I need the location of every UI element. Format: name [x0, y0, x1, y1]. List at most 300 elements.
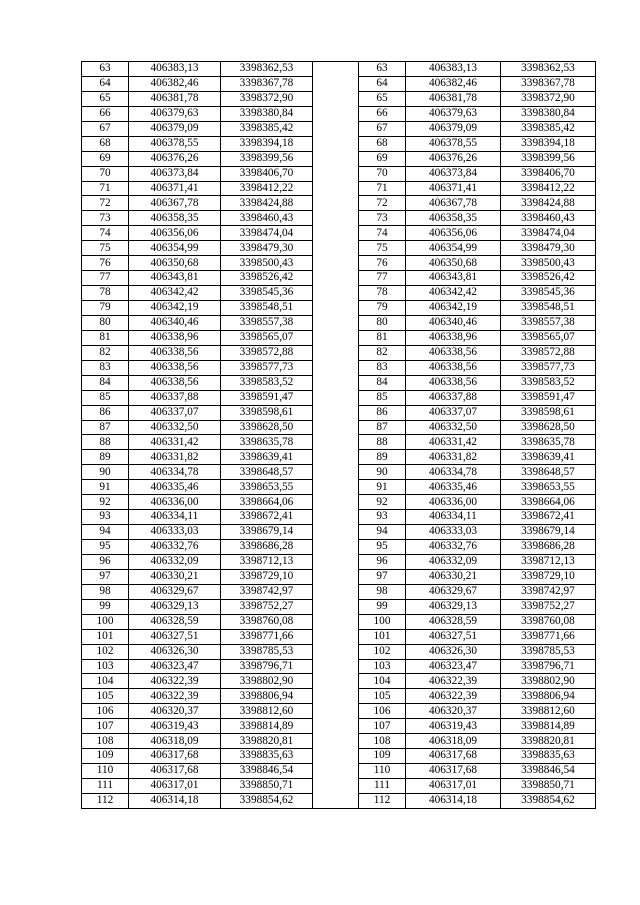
left-x-coordinate-cell: 406330,21 — [129, 569, 221, 584]
column-gap-cell — [313, 91, 359, 106]
right-y-coordinate-cell: 3398500,43 — [501, 256, 596, 271]
table-row — [82, 315, 596, 330]
right-x-coordinate-cell: 406379,09 — [406, 121, 501, 136]
left-point-number-cell: 72 — [82, 196, 129, 211]
left-y-coordinate-cell: 3398635,78 — [221, 435, 313, 450]
left-x-coordinate-cell: 406382,46 — [129, 76, 221, 91]
table-row — [82, 584, 596, 599]
right-y-coordinate-cell: 3398424,88 — [501, 196, 596, 211]
right-y-coordinate-cell: 3398802,90 — [501, 674, 596, 689]
table-row — [82, 525, 596, 540]
right-y-coordinate-cell: 3398557,38 — [501, 315, 596, 330]
left-point-number-cell: 73 — [82, 211, 129, 226]
column-gap-cell — [313, 420, 359, 435]
right-x-coordinate-cell: 406381,78 — [406, 91, 501, 106]
right-point-number-cell: 105 — [359, 689, 406, 704]
right-y-coordinate-cell: 3398399,56 — [501, 151, 596, 166]
right-point-number-cell: 96 — [359, 554, 406, 569]
left-y-coordinate-cell: 3398577,73 — [221, 360, 313, 375]
left-point-number-cell: 79 — [82, 301, 129, 316]
table-row — [82, 330, 596, 345]
left-point-number-cell: 107 — [82, 719, 129, 734]
left-point-number-cell: 78 — [82, 286, 129, 301]
right-y-coordinate-cell: 3398679,14 — [501, 525, 596, 540]
left-y-coordinate-cell: 3398362,53 — [221, 62, 313, 77]
left-point-number-cell: 90 — [82, 465, 129, 480]
table-row — [82, 286, 596, 301]
table-row — [82, 390, 596, 405]
left-x-coordinate-cell: 406358,35 — [129, 211, 221, 226]
left-x-coordinate-cell: 406334,11 — [129, 510, 221, 525]
table-row — [82, 166, 596, 181]
left-x-coordinate-cell: 406327,51 — [129, 629, 221, 644]
right-x-coordinate-cell: 406328,59 — [406, 614, 501, 629]
table-row — [82, 480, 596, 495]
left-point-number-cell: 80 — [82, 315, 129, 330]
left-point-number-cell: 76 — [82, 256, 129, 271]
right-point-number-cell: 69 — [359, 151, 406, 166]
left-point-number-cell: 104 — [82, 674, 129, 689]
right-x-coordinate-cell: 406338,56 — [406, 360, 501, 375]
right-point-number-cell: 98 — [359, 584, 406, 599]
right-x-coordinate-cell: 406367,78 — [406, 196, 501, 211]
left-x-coordinate-cell: 406383,13 — [129, 62, 221, 77]
left-point-number-cell: 77 — [82, 271, 129, 286]
column-gap-cell — [313, 584, 359, 599]
table-row — [82, 76, 596, 91]
left-point-number-cell: 97 — [82, 569, 129, 584]
left-x-coordinate-cell: 406379,63 — [129, 106, 221, 121]
column-gap-cell — [313, 554, 359, 569]
column-gap-cell — [313, 599, 359, 614]
left-point-number-cell: 109 — [82, 749, 129, 764]
right-x-coordinate-cell: 406379,63 — [406, 106, 501, 121]
column-gap-cell — [313, 151, 359, 166]
left-y-coordinate-cell: 3398424,88 — [221, 196, 313, 211]
left-x-coordinate-cell: 406371,41 — [129, 181, 221, 196]
right-point-number-cell: 72 — [359, 196, 406, 211]
left-y-coordinate-cell: 3398412,22 — [221, 181, 313, 196]
right-y-coordinate-cell: 3398796,71 — [501, 659, 596, 674]
right-point-number-cell: 76 — [359, 256, 406, 271]
right-point-number-cell: 109 — [359, 749, 406, 764]
left-x-coordinate-cell: 406350,68 — [129, 256, 221, 271]
right-y-coordinate-cell: 3398820,81 — [501, 734, 596, 749]
coordinates-table-body — [82, 62, 596, 809]
left-point-number-cell: 87 — [82, 420, 129, 435]
table-row — [82, 719, 596, 734]
table-row — [82, 495, 596, 510]
right-point-number-cell: 74 — [359, 226, 406, 241]
right-x-coordinate-cell: 406329,67 — [406, 584, 501, 599]
left-point-number-cell: 92 — [82, 495, 129, 510]
column-gap-cell — [313, 734, 359, 749]
table-row — [82, 450, 596, 465]
left-x-coordinate-cell: 406338,56 — [129, 345, 221, 360]
column-gap-cell — [313, 644, 359, 659]
right-y-coordinate-cell: 3398372,90 — [501, 91, 596, 106]
column-gap-cell — [313, 450, 359, 465]
right-y-coordinate-cell: 3398854,62 — [501, 793, 596, 808]
left-x-coordinate-cell: 406338,56 — [129, 360, 221, 375]
table-row — [82, 599, 596, 614]
right-point-number-cell: 71 — [359, 181, 406, 196]
left-point-number-cell: 102 — [82, 644, 129, 659]
table-row — [82, 793, 596, 808]
left-y-coordinate-cell: 3398672,41 — [221, 510, 313, 525]
column-gap-cell — [313, 256, 359, 271]
right-y-coordinate-cell: 3398367,78 — [501, 76, 596, 91]
column-gap-cell — [313, 390, 359, 405]
right-x-coordinate-cell: 406332,76 — [406, 540, 501, 555]
right-x-coordinate-cell: 406343,81 — [406, 271, 501, 286]
left-x-coordinate-cell: 406335,46 — [129, 480, 221, 495]
right-x-coordinate-cell: 406336,00 — [406, 495, 501, 510]
left-x-coordinate-cell: 406340,46 — [129, 315, 221, 330]
table-row — [82, 301, 596, 316]
left-y-coordinate-cell: 3398406,70 — [221, 166, 313, 181]
left-x-coordinate-cell: 406319,43 — [129, 719, 221, 734]
right-y-coordinate-cell: 3398806,94 — [501, 689, 596, 704]
right-point-number-cell: 91 — [359, 480, 406, 495]
left-y-coordinate-cell: 3398500,43 — [221, 256, 313, 271]
right-point-number-cell: 111 — [359, 779, 406, 794]
right-point-number-cell: 79 — [359, 301, 406, 316]
right-x-coordinate-cell: 406354,99 — [406, 241, 501, 256]
right-point-number-cell: 80 — [359, 315, 406, 330]
table-row — [82, 435, 596, 450]
right-x-coordinate-cell: 406338,56 — [406, 345, 501, 360]
table-row — [82, 211, 596, 226]
left-point-number-cell: 83 — [82, 360, 129, 375]
column-gap-cell — [313, 793, 359, 808]
table-row — [82, 62, 596, 77]
column-gap-cell — [313, 315, 359, 330]
column-gap-cell — [313, 330, 359, 345]
right-y-coordinate-cell: 3398591,47 — [501, 390, 596, 405]
left-y-coordinate-cell: 3398653,55 — [221, 480, 313, 495]
right-x-coordinate-cell: 406319,43 — [406, 719, 501, 734]
right-x-coordinate-cell: 406337,88 — [406, 390, 501, 405]
left-y-coordinate-cell: 3398686,28 — [221, 540, 313, 555]
right-y-coordinate-cell: 3398814,89 — [501, 719, 596, 734]
left-x-coordinate-cell: 406332,50 — [129, 420, 221, 435]
left-y-coordinate-cell: 3398850,71 — [221, 779, 313, 794]
left-y-coordinate-cell: 3398802,90 — [221, 674, 313, 689]
table-row — [82, 196, 596, 211]
left-point-number-cell: 94 — [82, 525, 129, 540]
column-gap-cell — [313, 465, 359, 480]
table-row — [82, 734, 596, 749]
right-point-number-cell: 102 — [359, 644, 406, 659]
left-x-coordinate-cell: 406336,00 — [129, 495, 221, 510]
right-x-coordinate-cell: 406376,26 — [406, 151, 501, 166]
table-row — [82, 360, 596, 375]
left-y-coordinate-cell: 3398460,43 — [221, 211, 313, 226]
column-gap-cell — [313, 136, 359, 151]
column-gap-cell — [313, 495, 359, 510]
right-point-number-cell: 65 — [359, 91, 406, 106]
left-y-coordinate-cell: 3398639,41 — [221, 450, 313, 465]
table-row — [82, 106, 596, 121]
right-y-coordinate-cell: 3398545,36 — [501, 286, 596, 301]
left-y-coordinate-cell: 3398565,07 — [221, 330, 313, 345]
left-point-number-cell: 69 — [82, 151, 129, 166]
right-point-number-cell: 90 — [359, 465, 406, 480]
left-y-coordinate-cell: 3398583,52 — [221, 375, 313, 390]
left-y-coordinate-cell: 3398785,53 — [221, 644, 313, 659]
right-point-number-cell: 112 — [359, 793, 406, 808]
right-point-number-cell: 93 — [359, 510, 406, 525]
right-y-coordinate-cell: 3398760,08 — [501, 614, 596, 629]
right-x-coordinate-cell: 406331,82 — [406, 450, 501, 465]
left-x-coordinate-cell: 406332,76 — [129, 540, 221, 555]
right-x-coordinate-cell: 406338,56 — [406, 375, 501, 390]
right-x-coordinate-cell: 406358,35 — [406, 211, 501, 226]
column-gap-cell — [313, 241, 359, 256]
table-row — [82, 256, 596, 271]
right-x-coordinate-cell: 406356,06 — [406, 226, 501, 241]
right-x-coordinate-cell: 406317,68 — [406, 764, 501, 779]
left-point-number-cell: 67 — [82, 121, 129, 136]
right-y-coordinate-cell: 3398565,07 — [501, 330, 596, 345]
right-point-number-cell: 87 — [359, 420, 406, 435]
left-y-coordinate-cell: 3398385,42 — [221, 121, 313, 136]
table-row — [82, 465, 596, 480]
left-x-coordinate-cell: 406329,67 — [129, 584, 221, 599]
left-y-coordinate-cell: 3398729,10 — [221, 569, 313, 584]
right-point-number-cell: 101 — [359, 629, 406, 644]
column-gap-cell — [313, 779, 359, 794]
left-point-number-cell: 63 — [82, 62, 129, 77]
right-x-coordinate-cell: 406317,68 — [406, 749, 501, 764]
right-point-number-cell: 82 — [359, 345, 406, 360]
left-point-number-cell: 82 — [82, 345, 129, 360]
right-y-coordinate-cell: 3398598,61 — [501, 405, 596, 420]
right-y-coordinate-cell: 3398639,41 — [501, 450, 596, 465]
right-point-number-cell: 78 — [359, 286, 406, 301]
left-x-coordinate-cell: 406317,68 — [129, 764, 221, 779]
right-point-number-cell: 94 — [359, 525, 406, 540]
left-y-coordinate-cell: 3398548,51 — [221, 301, 313, 316]
column-gap-cell — [313, 375, 359, 390]
left-x-coordinate-cell: 406332,09 — [129, 554, 221, 569]
right-y-coordinate-cell: 3398771,66 — [501, 629, 596, 644]
left-x-coordinate-cell: 406314,18 — [129, 793, 221, 808]
right-y-coordinate-cell: 3398742,97 — [501, 584, 596, 599]
right-x-coordinate-cell: 406382,46 — [406, 76, 501, 91]
right-x-coordinate-cell: 406383,13 — [406, 62, 501, 77]
column-gap-cell — [313, 674, 359, 689]
column-gap-cell — [313, 181, 359, 196]
left-x-coordinate-cell: 406333,03 — [129, 525, 221, 540]
column-gap-cell — [313, 286, 359, 301]
right-point-number-cell: 104 — [359, 674, 406, 689]
left-x-coordinate-cell: 406342,42 — [129, 286, 221, 301]
right-x-coordinate-cell: 406373,84 — [406, 166, 501, 181]
column-gap-cell — [313, 749, 359, 764]
right-y-coordinate-cell: 3398380,84 — [501, 106, 596, 121]
left-point-number-cell: 65 — [82, 91, 129, 106]
column-gap-cell — [313, 106, 359, 121]
right-x-coordinate-cell: 406323,47 — [406, 659, 501, 674]
left-x-coordinate-cell: 406379,09 — [129, 121, 221, 136]
left-x-coordinate-cell: 406338,56 — [129, 375, 221, 390]
right-x-coordinate-cell: 406331,42 — [406, 435, 501, 450]
column-gap-cell — [313, 435, 359, 450]
right-x-coordinate-cell: 406320,37 — [406, 704, 501, 719]
left-point-number-cell: 100 — [82, 614, 129, 629]
right-x-coordinate-cell: 406329,13 — [406, 599, 501, 614]
table-row — [82, 375, 596, 390]
left-y-coordinate-cell: 3398572,88 — [221, 345, 313, 360]
right-y-coordinate-cell: 3398460,43 — [501, 211, 596, 226]
table-row — [82, 91, 596, 106]
left-y-coordinate-cell: 3398372,90 — [221, 91, 313, 106]
right-x-coordinate-cell: 406335,46 — [406, 480, 501, 495]
right-y-coordinate-cell: 3398672,41 — [501, 510, 596, 525]
left-point-number-cell: 88 — [82, 435, 129, 450]
column-gap-cell — [313, 196, 359, 211]
left-x-coordinate-cell: 406320,37 — [129, 704, 221, 719]
left-point-number-cell: 89 — [82, 450, 129, 465]
left-x-coordinate-cell: 406317,68 — [129, 749, 221, 764]
table-row — [82, 405, 596, 420]
left-x-coordinate-cell: 406317,01 — [129, 779, 221, 794]
left-y-coordinate-cell: 3398628,50 — [221, 420, 313, 435]
left-y-coordinate-cell: 3398806,94 — [221, 689, 313, 704]
right-point-number-cell: 85 — [359, 390, 406, 405]
right-y-coordinate-cell: 3398394,18 — [501, 136, 596, 151]
table-row — [82, 121, 596, 136]
left-point-number-cell: 71 — [82, 181, 129, 196]
right-x-coordinate-cell: 406342,42 — [406, 286, 501, 301]
right-point-number-cell: 100 — [359, 614, 406, 629]
left-x-coordinate-cell: 406328,59 — [129, 614, 221, 629]
right-point-number-cell: 84 — [359, 375, 406, 390]
column-gap-cell — [313, 704, 359, 719]
table-row — [82, 554, 596, 569]
right-point-number-cell: 97 — [359, 569, 406, 584]
left-x-coordinate-cell: 406326,30 — [129, 644, 221, 659]
right-point-number-cell: 86 — [359, 405, 406, 420]
right-y-coordinate-cell: 3398846,54 — [501, 764, 596, 779]
right-y-coordinate-cell: 3398577,73 — [501, 360, 596, 375]
column-gap-cell — [313, 629, 359, 644]
right-point-number-cell: 107 — [359, 719, 406, 734]
right-point-number-cell: 73 — [359, 211, 406, 226]
left-y-coordinate-cell: 3398752,27 — [221, 599, 313, 614]
column-gap-cell — [313, 345, 359, 360]
left-x-coordinate-cell: 406337,07 — [129, 405, 221, 420]
table-row — [82, 181, 596, 196]
left-point-number-cell: 84 — [82, 375, 129, 390]
right-y-coordinate-cell: 3398648,57 — [501, 465, 596, 480]
table-row — [82, 764, 596, 779]
left-point-number-cell: 101 — [82, 629, 129, 644]
right-y-coordinate-cell: 3398835,63 — [501, 749, 596, 764]
left-point-number-cell: 93 — [82, 510, 129, 525]
right-y-coordinate-cell: 3398572,88 — [501, 345, 596, 360]
left-x-coordinate-cell: 406354,99 — [129, 241, 221, 256]
left-x-coordinate-cell: 406334,78 — [129, 465, 221, 480]
left-y-coordinate-cell: 3398648,57 — [221, 465, 313, 480]
left-point-number-cell: 103 — [82, 659, 129, 674]
left-y-coordinate-cell: 3398854,62 — [221, 793, 313, 808]
left-y-coordinate-cell: 3398367,78 — [221, 76, 313, 91]
left-x-coordinate-cell: 406367,78 — [129, 196, 221, 211]
column-gap-cell — [313, 226, 359, 241]
right-y-coordinate-cell: 3398712,13 — [501, 554, 596, 569]
table-row — [82, 779, 596, 794]
right-point-number-cell: 106 — [359, 704, 406, 719]
table-row — [82, 644, 596, 659]
left-y-coordinate-cell: 3398771,66 — [221, 629, 313, 644]
left-point-number-cell: 68 — [82, 136, 129, 151]
left-y-coordinate-cell: 3398557,38 — [221, 315, 313, 330]
right-x-coordinate-cell: 406378,55 — [406, 136, 501, 151]
right-point-number-cell: 77 — [359, 271, 406, 286]
right-point-number-cell: 83 — [359, 360, 406, 375]
left-point-number-cell: 95 — [82, 540, 129, 555]
right-y-coordinate-cell: 3398526,42 — [501, 271, 596, 286]
right-x-coordinate-cell: 406318,09 — [406, 734, 501, 749]
right-x-coordinate-cell: 406333,03 — [406, 525, 501, 540]
left-point-number-cell: 110 — [82, 764, 129, 779]
right-x-coordinate-cell: 406326,30 — [406, 644, 501, 659]
right-x-coordinate-cell: 406342,19 — [406, 301, 501, 316]
column-gap-cell — [313, 211, 359, 226]
column-gap-cell — [313, 540, 359, 555]
column-gap-cell — [313, 569, 359, 584]
left-x-coordinate-cell: 406322,39 — [129, 674, 221, 689]
left-y-coordinate-cell: 3398380,84 — [221, 106, 313, 121]
column-gap-cell — [313, 360, 359, 375]
column-gap-cell — [313, 525, 359, 540]
left-point-number-cell: 66 — [82, 106, 129, 121]
left-y-coordinate-cell: 3398742,97 — [221, 584, 313, 599]
right-y-coordinate-cell: 3398812,60 — [501, 704, 596, 719]
right-x-coordinate-cell: 406322,39 — [406, 674, 501, 689]
right-x-coordinate-cell: 406332,50 — [406, 420, 501, 435]
right-x-coordinate-cell: 406334,78 — [406, 465, 501, 480]
left-y-coordinate-cell: 3398545,36 — [221, 286, 313, 301]
right-point-number-cell: 66 — [359, 106, 406, 121]
left-x-coordinate-cell: 406342,19 — [129, 301, 221, 316]
right-y-coordinate-cell: 3398362,53 — [501, 62, 596, 77]
right-y-coordinate-cell: 3398635,78 — [501, 435, 596, 450]
right-point-number-cell: 89 — [359, 450, 406, 465]
left-x-coordinate-cell: 406356,06 — [129, 226, 221, 241]
column-gap-cell — [313, 166, 359, 181]
table-row — [82, 271, 596, 286]
table-row — [82, 704, 596, 719]
table-row — [82, 540, 596, 555]
right-point-number-cell: 63 — [359, 62, 406, 77]
column-gap-cell — [313, 480, 359, 495]
left-x-coordinate-cell: 406338,96 — [129, 330, 221, 345]
column-gap-cell — [313, 659, 359, 674]
column-gap-cell — [313, 271, 359, 286]
right-point-number-cell: 75 — [359, 241, 406, 256]
left-point-number-cell: 105 — [82, 689, 129, 704]
right-x-coordinate-cell: 406322,39 — [406, 689, 501, 704]
left-y-coordinate-cell: 3398474,04 — [221, 226, 313, 241]
left-x-coordinate-cell: 406376,26 — [129, 151, 221, 166]
right-point-number-cell: 95 — [359, 540, 406, 555]
right-y-coordinate-cell: 3398785,53 — [501, 644, 596, 659]
right-y-coordinate-cell: 3398479,30 — [501, 241, 596, 256]
